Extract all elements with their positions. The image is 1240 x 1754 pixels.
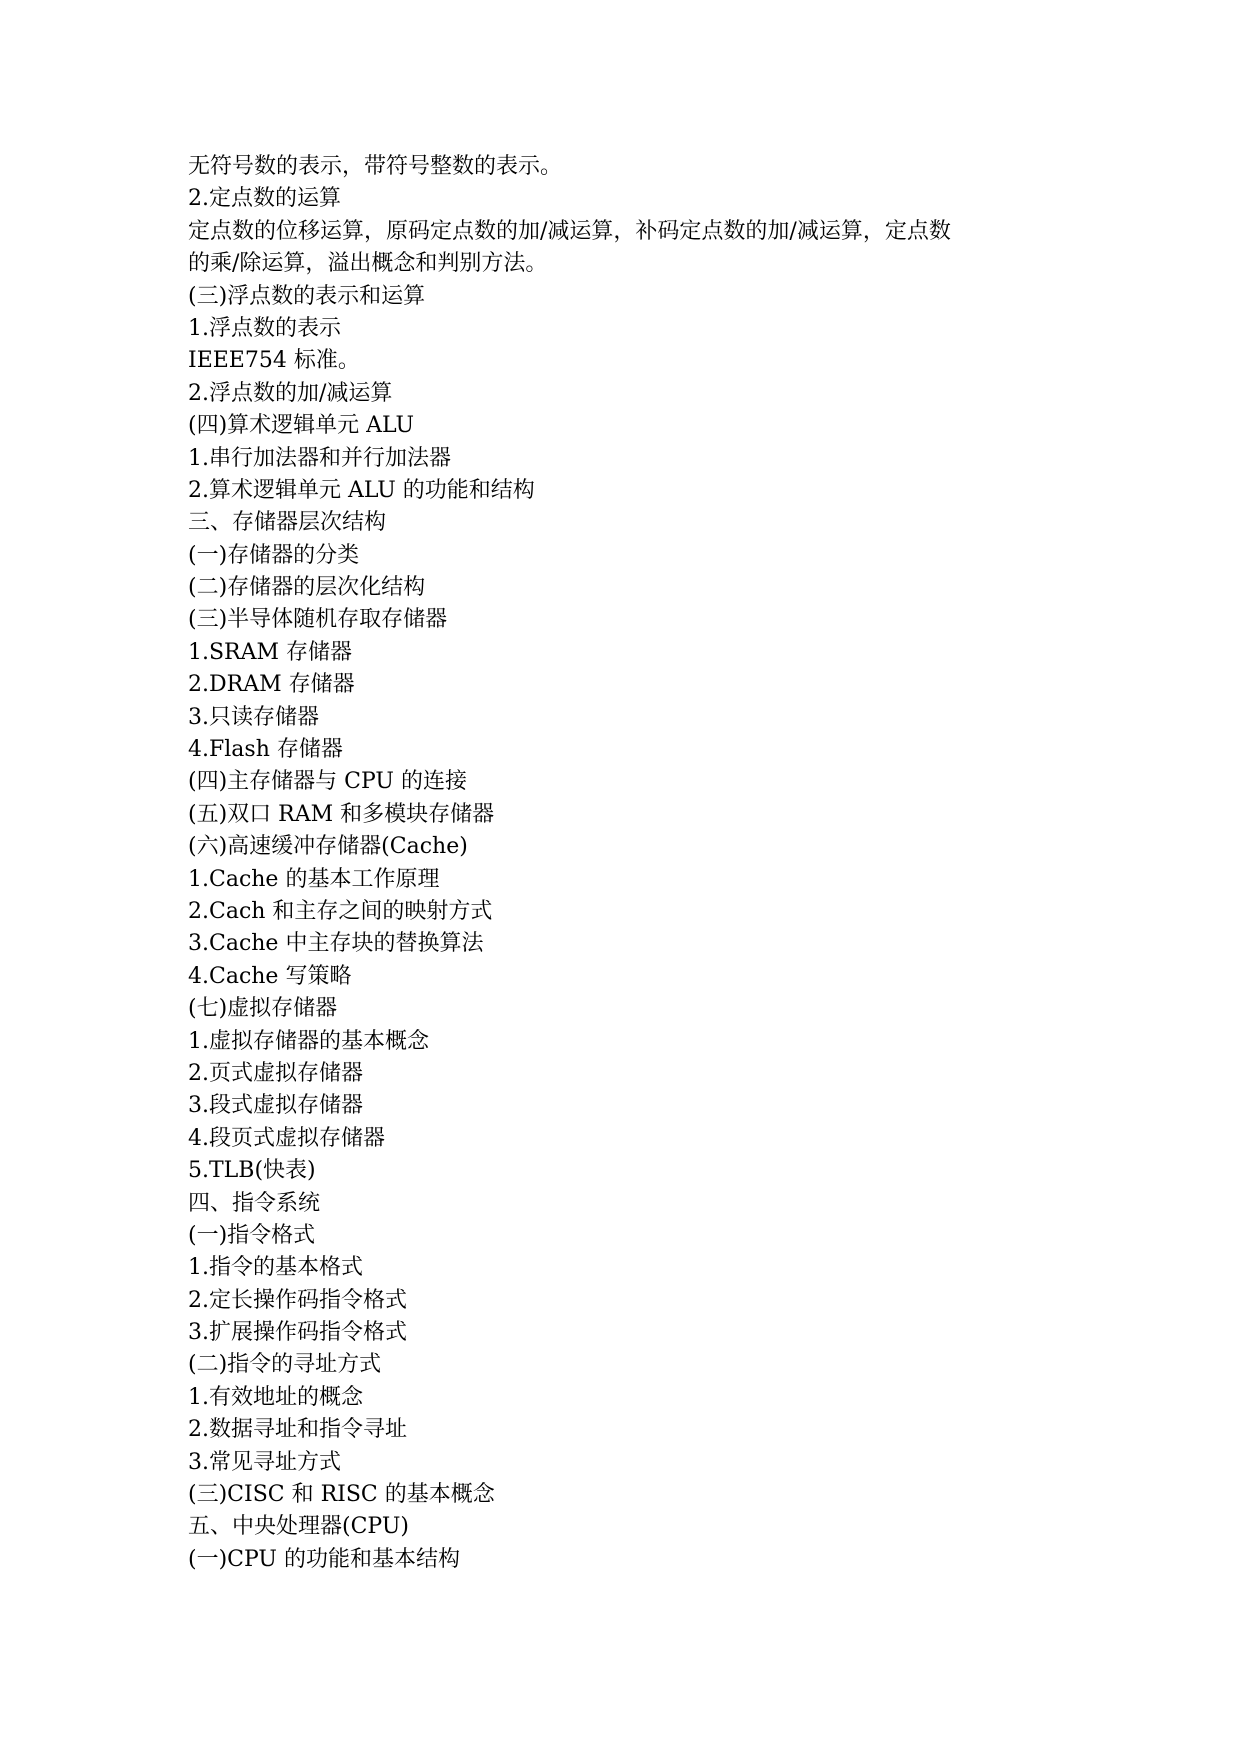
text-line: 2.Cach 和主存之间的映射方式 bbox=[188, 898, 493, 924]
text-line: 五、中央处理器(CPU) bbox=[188, 1514, 409, 1540]
text-line: 2.算术逻辑单元 ALU 的功能和结构 bbox=[188, 477, 535, 503]
text-line: (三)浮点数的表示和运算 bbox=[188, 283, 426, 309]
text-line: 1.SRAM 存储器 bbox=[188, 639, 353, 665]
text-line: (四)主存储器与 CPU 的连接 bbox=[188, 769, 467, 795]
text-line: 3.只读存储器 bbox=[188, 704, 319, 730]
text-line: 4.Flash 存储器 bbox=[188, 737, 343, 763]
text-line: (三)半导体随机存取存储器 bbox=[188, 607, 448, 633]
text-line: (三)CISC 和 RISC 的基本概念 bbox=[188, 1482, 495, 1508]
text-line: 2.页式虚拟存储器 bbox=[188, 1060, 363, 1086]
text-line: 4.段页式虚拟存储器 bbox=[188, 1125, 385, 1151]
text-line: 4.Cache 写策略 bbox=[188, 963, 352, 989]
text-line: (二)存储器的层次化结构 bbox=[188, 575, 426, 601]
text-line: 2.数据寻址和指令寻址 bbox=[188, 1417, 407, 1443]
text-line: (四)算术逻辑单元 ALU bbox=[188, 413, 414, 439]
document-body bbox=[188, 151, 1068, 1576]
text-line: 3.段式虚拟存储器 bbox=[188, 1093, 363, 1119]
text-line: 1.有效地址的概念 bbox=[188, 1384, 363, 1410]
text-line: 2.DRAM 存储器 bbox=[188, 672, 355, 698]
text-line: 定点数的位移运算，原码定点数的加/减运算，补码定点数的加/减运算，定点数 bbox=[188, 218, 951, 244]
text-line: 3.Cache 中主存块的替换算法 bbox=[188, 931, 484, 957]
text-line: 无符号数的表示，带符号整数的表示。 bbox=[188, 154, 563, 179]
text-line: 四、指令系统 bbox=[188, 1190, 321, 1216]
text-line: 3.扩展操作码指令格式 bbox=[188, 1320, 407, 1346]
text-line: 的乘/除运算，溢出概念和判别方法。 bbox=[188, 251, 548, 277]
text-line: 1.串行加法器和并行加法器 bbox=[188, 445, 451, 471]
text-line: 1.Cache 的基本工作原理 bbox=[188, 866, 440, 892]
text-line: (七)虚拟存储器 bbox=[188, 996, 338, 1022]
text-line: 5.TLB(快表) bbox=[188, 1158, 316, 1184]
text-line: 2.定点数的运算 bbox=[188, 186, 341, 212]
text-line: (一)CPU 的功能和基本结构 bbox=[188, 1546, 460, 1572]
text-line: 1.虚拟存储器的基本概念 bbox=[188, 1028, 429, 1054]
text-line: 2.定长操作码指令格式 bbox=[188, 1287, 407, 1313]
text-line: (六)高速缓冲存储器(Cache) bbox=[188, 834, 468, 860]
text-line: (一)指令格式 bbox=[188, 1222, 316, 1248]
text-line: (二)指令的寻址方式 bbox=[188, 1352, 382, 1378]
text-line: 3.常见寻址方式 bbox=[188, 1449, 341, 1475]
text-line: 2.浮点数的加/减运算 bbox=[188, 380, 393, 406]
text-line: IEEE754 标准。 bbox=[188, 348, 360, 374]
text-line: 三、存储器层次结构 bbox=[188, 510, 387, 536]
text-line: 1.浮点数的表示 bbox=[188, 315, 341, 341]
text-line: 1.指令的基本格式 bbox=[188, 1255, 363, 1281]
text-line: (五)双口 RAM 和多模块存储器 bbox=[188, 801, 495, 827]
text-line: (一)存储器的分类 bbox=[188, 542, 360, 568]
